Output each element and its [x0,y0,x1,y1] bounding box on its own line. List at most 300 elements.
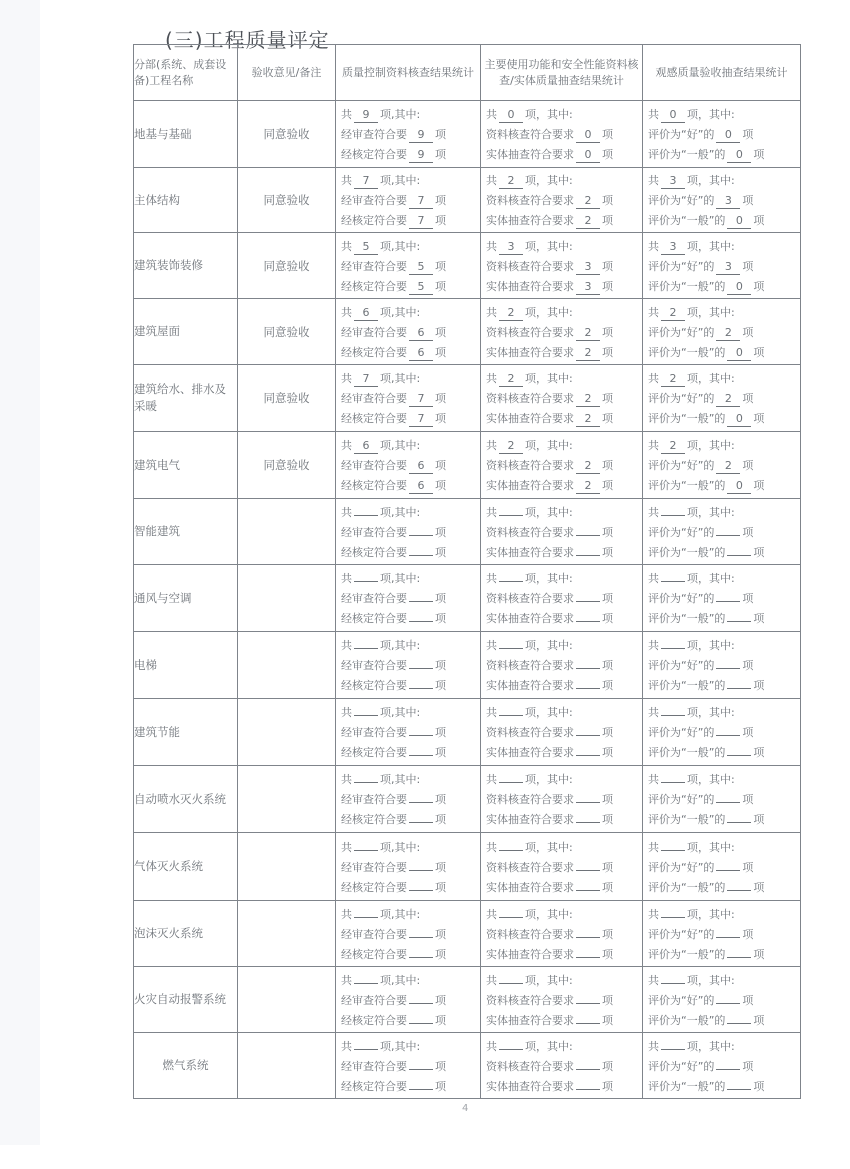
func-total-value: 2 [499,174,523,189]
qc-line2-label: 经核定符合要 [341,479,407,492]
total-suffix: 项，其中: [687,305,735,319]
func-line1-label: 资料核查符合要求 [486,793,574,806]
observed-quality-cell [643,499,801,565]
obs-line2-label: 评价为“一般”的 [648,345,726,359]
qc-verified-value [409,755,433,756]
observed-quality-cell [643,766,801,833]
func-line2-label: 实体抽查符合要求 [486,880,574,894]
obs-line2-label: 评价为“一般”的 [648,214,726,227]
func-entity-value [576,822,600,823]
total-suffix: 项,其中: [380,372,421,385]
unit-label: 项 [742,1059,754,1073]
total-label: 共 [341,174,352,187]
total-suffix: 项，其中: [687,907,735,921]
total-suffix: 项,其中: [380,505,421,519]
total-suffix: 项，其中: [687,174,735,187]
qc-verified-value [409,621,433,622]
total-label: 共 [648,372,659,385]
func-line1-label: 资料核查符合要求 [486,392,574,405]
total-label: 共 [648,1039,659,1053]
unit-label: 项 [602,128,613,141]
total-suffix: 项，其中: [687,439,735,452]
qc-verified-value [409,957,433,958]
table-row [134,432,801,499]
total-label: 共 [648,305,659,319]
obs-fair-value [727,555,751,556]
unit-label: 项 [753,1079,765,1093]
unit-label: 项 [753,612,765,625]
project-name-cell: 通风与空调 [134,565,238,632]
opinion-cell [238,1033,336,1099]
quality-control-cell [336,833,481,901]
unit-label: 项 [435,128,446,141]
opinion-cell: 同意验收 [238,365,336,432]
table-row [134,901,801,967]
unit-label: 项 [435,592,446,605]
total-suffix: 项,其中: [380,1039,421,1053]
total-label: 共 [341,1039,352,1053]
qc-reviewed-value: 6 [409,459,433,474]
unit-label: 项 [753,479,765,492]
qc-verified-value: 6 [409,479,433,494]
qc-total-value [354,983,378,984]
function-safety-cell [481,632,643,699]
qc-line1-label: 经审查符合要 [341,1059,407,1073]
func-entity-value [576,621,600,622]
total-label: 共 [341,239,352,253]
table-row [134,699,801,766]
unit-label: 项 [742,993,754,1007]
opinion-cell [238,699,336,766]
table-row [134,168,801,233]
unit-label: 项 [753,148,765,161]
qc-line1-label: 经审查符合要 [341,860,407,874]
qc-verified-value [409,1089,433,1090]
func-total-value [499,782,523,783]
qc-line1-label: 经审查符合要 [341,793,407,806]
total-suffix: 项,其中: [380,305,421,319]
quality-assessment-table [133,44,801,1099]
quality-control-cell [336,101,481,168]
observed-quality-cell [643,299,801,365]
opinion-cell [238,565,336,632]
header-observed-quality: 观感质量验收抽查结果统计 [643,45,801,101]
total-label: 共 [341,372,352,385]
total-label: 共 [341,907,352,921]
unit-label: 项 [435,1059,446,1073]
unit-label: 项 [602,592,613,605]
function-safety-cell [481,967,643,1033]
obs-fair-value: 0 [727,346,751,361]
func-entity-value [576,688,600,689]
qc-total-value: 6 [354,439,378,454]
obs-good-value: 2 [716,392,740,407]
qc-line1-label: 经审查符合要 [341,993,407,1007]
func-doc-value [576,1069,600,1070]
obs-line1-label: 评价为“好”的 [648,793,715,806]
unit-label: 项 [742,927,754,941]
func-line1-label: 资料核查符合要求 [486,325,574,339]
project-name-cell: 智能建筑 [134,499,238,565]
quality-control-cell [336,499,481,565]
qc-total-value [354,917,378,918]
observed-quality-cell [643,833,801,901]
project-name-cell: 建筑电气 [134,432,238,499]
func-entity-value: 2 [576,479,600,494]
total-label: 共 [341,973,352,987]
opinion-cell [238,766,336,833]
qc-verified-value [409,555,433,556]
total-suffix: 项，其中: [525,174,573,187]
project-name-cell: 主体结构 [134,168,238,233]
observed-quality-cell [643,632,801,699]
unit-label: 项 [742,325,754,339]
obs-fair-value: 0 [727,479,751,494]
func-line1-label: 资料核查符合要求 [486,592,574,605]
table-row [134,233,801,299]
unit-label: 项 [602,746,613,759]
obs-fair-value: 0 [727,214,751,229]
unit-label: 项 [753,679,765,692]
function-safety-cell [481,432,643,499]
obs-line2-label: 评价为“一般”的 [648,479,726,492]
quality-control-cell [336,632,481,699]
total-label: 共 [486,239,497,253]
total-label: 共 [486,706,497,719]
header-row [134,45,801,101]
unit-label: 项 [435,1013,446,1027]
qc-reviewed-value [409,668,433,669]
unit-label: 项 [753,279,765,293]
total-label: 共 [486,1039,497,1053]
obs-good-value: 3 [716,260,740,275]
unit-label: 项 [435,659,446,672]
qc-total-value [354,715,378,716]
quality-control-cell [336,699,481,766]
qc-line1-label: 经审查符合要 [341,459,407,472]
opinion-cell [238,499,336,565]
project-name-cell: 火灾自动报警系统 [134,967,238,1033]
unit-label: 项 [742,459,754,472]
total-label: 共 [486,505,497,519]
unit-label: 项 [753,412,765,425]
qc-line2-label: 经核定符合要 [341,1079,407,1093]
observed-quality-cell [643,967,801,1033]
func-entity-value [576,890,600,891]
total-suffix: 项,其中: [380,639,421,652]
total-suffix: 项，其中: [525,372,573,385]
total-suffix: 项，其中: [525,305,573,319]
unit-label: 项 [435,726,446,739]
func-line2-label: 实体抽查符合要求 [486,345,574,359]
total-label: 共 [341,706,352,719]
total-label: 共 [341,840,352,854]
func-doc-value [576,535,600,536]
func-line1-label: 资料核查符合要求 [486,860,574,874]
obs-total-value [661,917,685,918]
table-row [134,101,801,168]
qc-line1-label: 经审查符合要 [341,128,407,141]
func-line2-label: 实体抽查符合要求 [486,746,574,759]
total-suffix: 项,其中: [380,108,421,121]
obs-total-value: 2 [661,439,685,454]
function-safety-cell [481,699,643,766]
unit-label: 项 [435,1079,446,1093]
func-doc-value: 3 [576,260,600,275]
qc-line1-label: 经审查符合要 [341,259,407,273]
total-suffix: 项，其中: [687,706,735,719]
unit-label: 项 [602,279,613,293]
qc-line2-label: 经核定符合要 [341,279,407,293]
total-suffix: 项，其中: [687,1039,735,1053]
qc-line1-label: 经审查符合要 [341,525,407,539]
obs-good-value: 2 [716,459,740,474]
qc-verified-value: 7 [409,214,433,229]
unit-label: 项 [742,392,754,405]
project-name-cell: 泡沫灭火系统 [134,901,238,967]
obs-good-value [716,802,740,803]
opinion-cell: 同意验收 [238,299,336,365]
qc-line2-label: 经核定符合要 [341,612,407,625]
opinion-cell: 同意验收 [238,233,336,299]
quality-control-cell [336,168,481,233]
function-safety-cell [481,168,643,233]
table-row [134,833,801,901]
total-suffix: 项，其中: [525,108,573,121]
qc-verified-value: 9 [409,148,433,163]
quality-control-cell [336,967,481,1033]
table-row [134,632,801,699]
total-label: 共 [341,572,352,585]
total-suffix: 项,其中: [380,840,421,854]
unit-label: 项 [753,947,765,961]
observed-quality-cell [643,233,801,299]
total-suffix: 项,其中: [380,572,421,585]
obs-line2-label: 评价为“一般”的 [648,679,726,692]
total-label: 共 [648,973,659,987]
func-total-value: 3 [499,240,523,255]
total-label: 共 [486,572,497,585]
total-suffix: 项，其中: [525,973,573,987]
unit-label: 项 [602,726,613,739]
qc-verified-value: 5 [409,280,433,295]
total-suffix: 项，其中: [687,639,735,652]
total-label: 共 [486,639,497,652]
total-suffix: 项，其中: [525,239,573,253]
unit-label: 项 [435,479,446,492]
qc-total-value [354,850,378,851]
qc-line2-label: 经核定符合要 [341,746,407,759]
qc-line2-label: 经核定符合要 [341,345,407,359]
obs-total-value [661,581,685,582]
obs-fair-value [727,688,751,689]
total-suffix: 项，其中: [525,639,573,652]
obs-total-value [661,782,685,783]
obs-fair-value [727,822,751,823]
unit-label: 项 [435,279,446,293]
qc-verified-value: 7 [409,412,433,427]
obs-good-value [716,735,740,736]
qc-total-value [354,581,378,582]
func-total-value [499,515,523,516]
obs-line1-label: 评价为“好”的 [648,993,715,1007]
obs-line1-label: 评价为“好”的 [648,128,715,141]
total-label: 共 [648,907,659,921]
func-total-value [499,581,523,582]
obs-line1-label: 评价为“好”的 [648,325,715,339]
func-doc-value: 0 [576,128,600,143]
unit-label: 项 [753,214,765,227]
func-line1-label: 资料核查符合要求 [486,194,574,207]
func-doc-value [576,601,600,602]
table-row [134,299,801,365]
unit-label: 项 [753,545,765,559]
total-suffix: 项，其中: [525,773,573,786]
qc-line2-label: 经核定符合要 [341,679,407,692]
obs-total-value: 0 [661,108,685,123]
total-label: 共 [341,305,352,319]
table-row [134,365,801,432]
func-line2-label: 实体抽查符合要求 [486,279,574,293]
func-line2-label: 实体抽查符合要求 [486,947,574,961]
func-total-value: 0 [499,108,523,123]
unit-label: 项 [742,793,754,806]
quality-control-cell [336,1033,481,1099]
total-label: 共 [648,706,659,719]
func-line1-label: 资料核查符合要求 [486,525,574,539]
total-label: 共 [648,572,659,585]
unit-label: 项 [602,813,613,826]
unit-label: 项 [435,947,446,961]
quality-control-cell [336,766,481,833]
total-suffix: 项,其中: [380,773,421,786]
observed-quality-cell [643,101,801,168]
project-name-cell: 建筑屋面 [134,299,238,365]
unit-label: 项 [435,860,446,874]
obs-good-value: 0 [716,128,740,143]
obs-total-value [661,715,685,716]
qc-reviewed-value: 5 [409,260,433,275]
total-suffix: 项，其中: [687,505,735,519]
function-safety-cell [481,365,643,432]
qc-reviewed-value [409,937,433,938]
unit-label: 项 [753,746,765,759]
obs-line2-label: 评价为“一般”的 [648,1079,726,1093]
unit-label: 项 [602,880,613,894]
qc-reviewed-value [409,802,433,803]
project-name-cell: 建筑节能 [134,699,238,766]
unit-label: 项 [435,993,446,1007]
obs-line2-label: 评价为“一般”的 [648,148,726,161]
unit-label: 项 [742,259,754,273]
opinion-cell [238,833,336,901]
obs-total-value [661,515,685,516]
qc-line1-label: 经审查符合要 [341,659,407,672]
unit-label: 项 [602,860,613,874]
func-doc-value: 2 [576,326,600,341]
unit-label: 项 [435,525,446,539]
qc-line1-label: 经审查符合要 [341,194,407,207]
function-safety-cell [481,299,643,365]
total-label: 共 [341,773,352,786]
header-project-name: 分部(系统、成套设备)工程名称 [134,45,238,101]
observed-quality-cell [643,432,801,499]
qc-reviewed-value [409,601,433,602]
func-total-value [499,1049,523,1050]
quality-control-cell [336,565,481,632]
qc-total-value: 9 [354,108,378,123]
project-name-cell: 地基与基础 [134,101,238,168]
func-line1-label: 资料核查符合要求 [486,993,574,1007]
qc-verified-value [409,1023,433,1024]
total-suffix: 项，其中: [525,572,573,585]
qc-line2-label: 经核定符合要 [341,947,407,961]
obs-total-value: 2 [661,306,685,321]
func-entity-value: 0 [576,148,600,163]
func-line1-label: 资料核查符合要求 [486,726,574,739]
opinion-cell [238,967,336,1033]
header-quality-control: 质量控制资料核查结果统计 [336,45,481,101]
func-total-value [499,648,523,649]
total-label: 共 [486,907,497,921]
qc-line1-label: 经审查符合要 [341,325,407,339]
qc-total-value [354,1049,378,1050]
total-label: 共 [648,773,659,786]
quality-control-cell [336,365,481,432]
opinion-cell: 同意验收 [238,432,336,499]
qc-reviewed-value: 6 [409,326,433,341]
unit-label: 项 [602,927,613,941]
unit-label: 项 [435,214,446,227]
unit-label: 项 [435,148,446,161]
obs-good-value [716,535,740,536]
total-suffix: 项，其中: [687,773,735,786]
total-suffix: 项,其中: [380,239,421,253]
obs-good-value [716,1003,740,1004]
func-total-value [499,715,523,716]
obs-line1-label: 评价为“好”的 [648,459,715,472]
unit-label: 项 [435,392,446,405]
table-row [134,1033,801,1099]
total-suffix: 项，其中: [525,840,573,854]
unit-label: 项 [435,325,446,339]
func-line1-label: 资料核查符合要求 [486,1059,574,1073]
obs-line1-label: 评价为“好”的 [648,592,715,605]
unit-label: 项 [602,392,613,405]
obs-line1-label: 评价为“好”的 [648,726,715,739]
unit-label: 项 [435,259,446,273]
section-title: (三)工程质量评定 [165,28,330,52]
function-safety-cell [481,101,643,168]
obs-total-value [661,648,685,649]
func-doc-value [576,668,600,669]
unit-label: 项 [435,412,446,425]
qc-verified-value [409,822,433,823]
unit-label: 项 [435,612,446,625]
func-line1-label: 资料核查符合要求 [486,659,574,672]
unit-label: 项 [753,1013,765,1027]
total-label: 共 [341,108,352,121]
qc-reviewed-value [409,1003,433,1004]
project-name-cell: 自动喷水灭火系统 [134,766,238,833]
obs-line1-label: 评价为“好”的 [648,525,715,539]
table-row [134,967,801,1033]
obs-fair-value: 0 [727,148,751,163]
obs-line2-label: 评价为“一般”的 [648,947,726,961]
qc-reviewed-value: 7 [409,194,433,209]
obs-line2-label: 评价为“一般”的 [648,412,726,425]
total-suffix: 项，其中: [525,1039,573,1053]
